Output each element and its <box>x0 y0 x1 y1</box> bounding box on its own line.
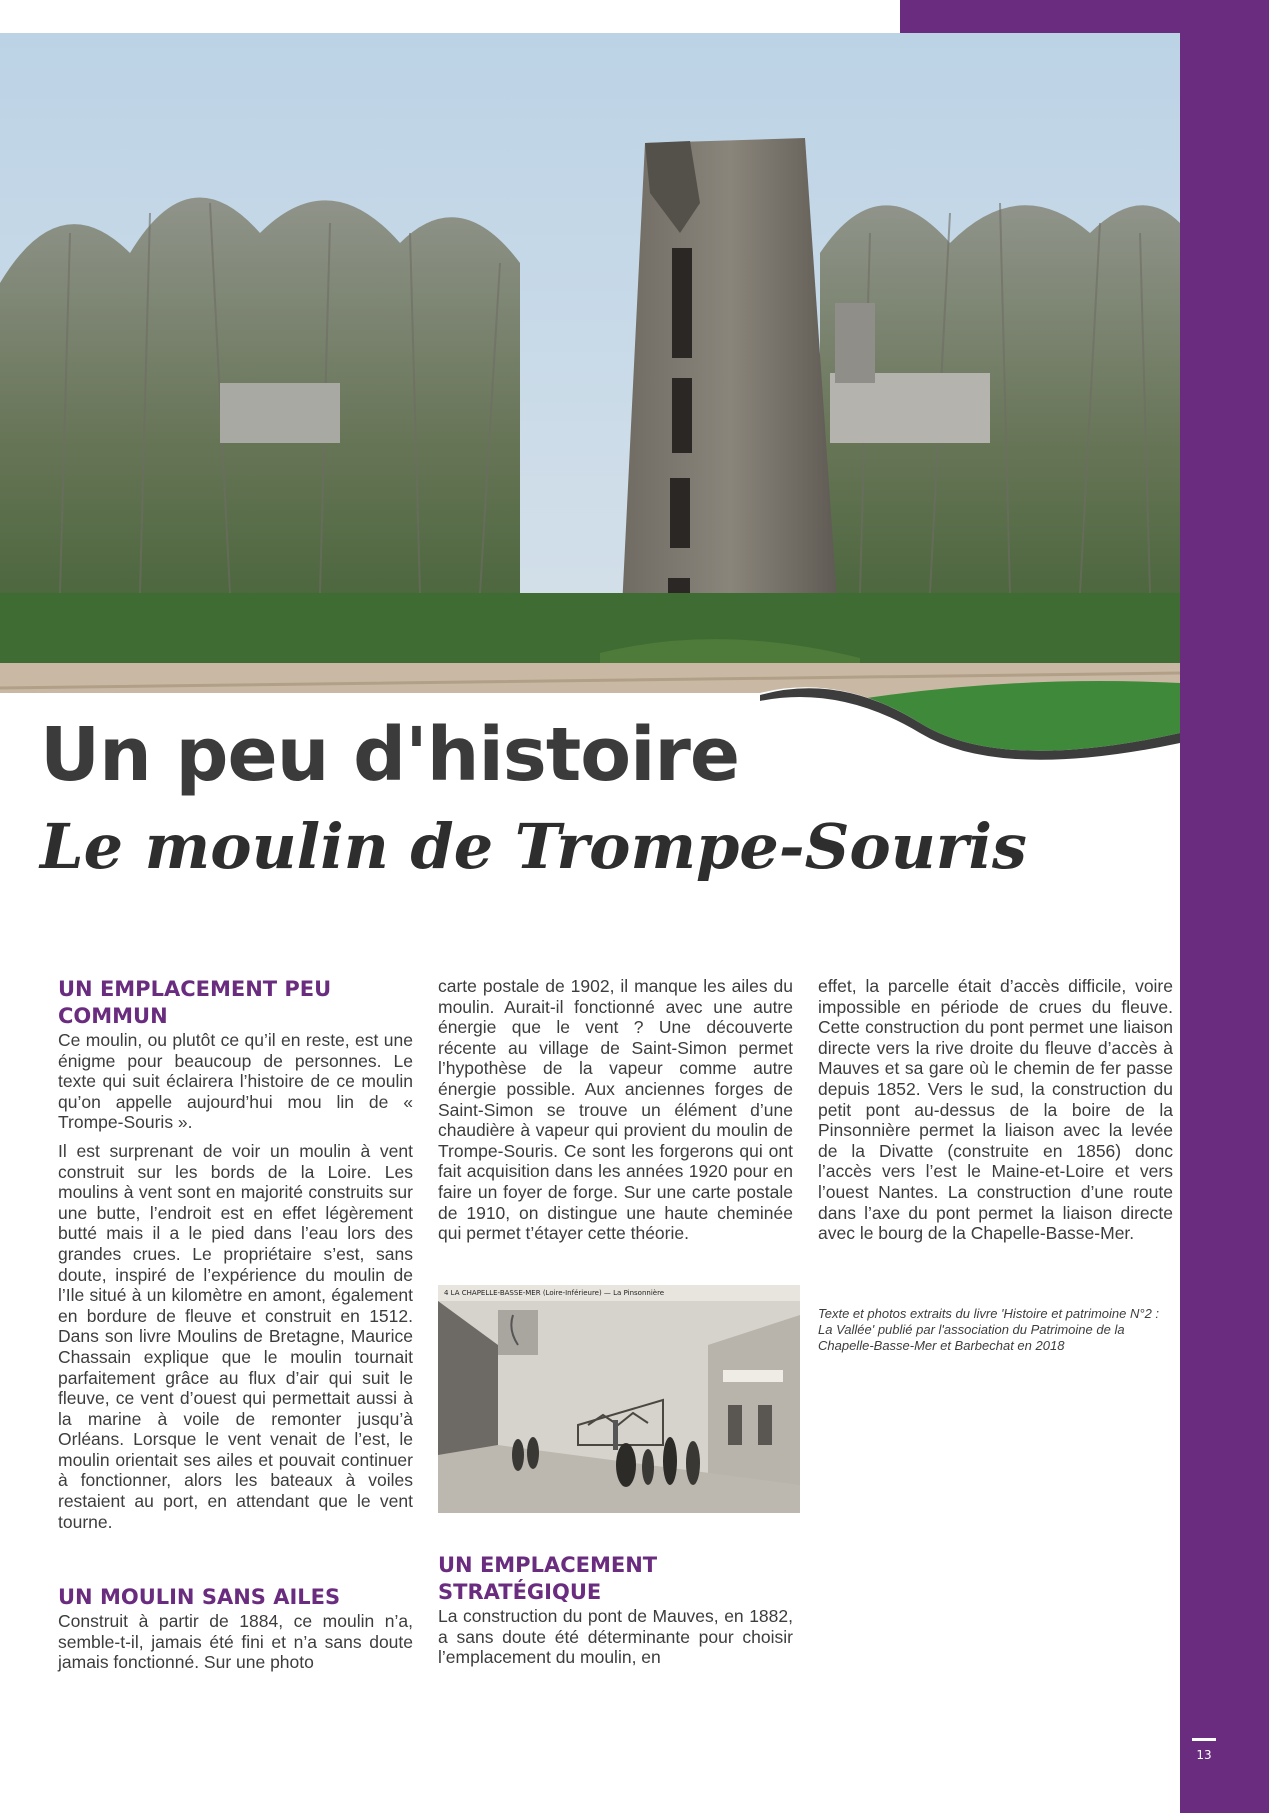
photo-credit: Texte et photos extraits du livre 'Histoire et patrimoine N°2 : La Vallée' publié par l'association du Patrimoine de la Chapelle-Basse-Mer et Barbechat en 2018 <box>818 1306 1160 1353</box>
paragraph: effet, la parcelle était d’accès difficile, voire impossible en période de crues du fleuve. Cette construction du pont permet une liaison directe vers la rive droite du fleuve d’accès à Mauves et sa gare où le chemin de fer passe depuis 1852. Vers le sud, la construction du petit pont au-dessus de la boire de la Pinsonnière permet la liaison avec la levée de la Divatte (construite en 1856) donc l’accès vers l’est le Maine-et-Loire et vers l’ouest Nantes. La construction d’une route dans l’axe du pont permet la liaison directe avec le bourg de la Chapelle-Basse-Mer. <box>818 976 1173 1244</box>
page-subtitle: Le moulin de Trompe-Souris <box>40 810 1027 883</box>
page-number-rule <box>1192 1738 1216 1741</box>
postcard-illustration <box>438 1285 800 1513</box>
tower-photo-illustration <box>0 33 1180 768</box>
column-3 <box>818 976 1173 1252</box>
section-heading-moulin-sans-ailes: UN MOULIN SANS AILES <box>58 1585 341 1610</box>
paragraph: Ce moulin, ou plutôt ce qu’il en reste, est une énigme pour beaucoup de personnes. Le texte qui suit éclairera l’histoire de ce moulin qu’on appelle aujourd’hui mou lin de « Trompe-Souris ». <box>58 1030 413 1133</box>
column-1 <box>58 976 413 1681</box>
postcard-photo <box>438 1285 800 1513</box>
page-title: Un peu d'histoire <box>40 712 740 798</box>
hero-photo <box>0 33 1180 768</box>
column-2-lower <box>438 1552 793 1676</box>
paragraph: Construit à partir de 1884, ce moulin n’a, semble-t-il, jamais été fini et n’a sans doute jamais fonctionné. Sur une photo <box>58 1611 413 1673</box>
top-accent-bar <box>900 0 1180 33</box>
section-heading-emplacement-peu-commun: UN EMPLACEMENT PEU COMMUN <box>58 977 332 1028</box>
paragraph: La construction du pont de Mauves, en 1882, a sans doute été déterminante pour choisir l’emplacement du moulin, en <box>438 1606 793 1668</box>
paragraph: Il est surprenant de voir un moulin à vent construit sur les bords de la Loire. Les moulins à vent sont en majorité construits sur une butte, l’endroit est en effet légèrement butté mais il a le pied dans l’eau lors des grandes crues. Le propriétaire s’est, sans doute, inspiré de l’expérience du moulin de l’Ile situé à un kilomètre en amont, également en bordure de fleuve et construit en 1512. Dans son livre Moulins de Bretagne, Maurice Chassain explique que le moulin tournait parfaitement grâce au flux d’air qui suit le fleuve, ce vent d’ouest qui permettait aussi à la marine à voile de remonter jusqu’à Orléans. Lorsque le vent venait de l’est, le moulin orientait ses ailes et pouvait continuer à fonctionner, alors les bateaux à voiles restaient au port, en attendant que le vent tourne. <box>58 1140 413 1532</box>
section-heading-emplacement-strategique: UN EMPLACEMENT STRATÉGIQUE <box>438 1553 658 1604</box>
paragraph: carte postale de 1902, il manque les ailes du moulin. Aurait-il fonctionné avec une autre énergie que le vent ? Une découverte récente au village de Saint-Simon permet l’hypothèse de la vapeur comme autre énergie possible. Aux anciennes forges de Saint-Simon se trouve un élément d’une chaudière à vapeur qui provient du moulin de Trompe-Souris. Ce sont les forgerons qui ont fait acquisition dans les années 1920 pour en faire un foyer de forge. Sur une carte postale de 1910, on distingue une haute cheminée qui permet t’étayer cette théorie. <box>438 976 793 1244</box>
side-accent-bar <box>1180 0 1269 1813</box>
page-number: 13 <box>1196 1748 1212 1762</box>
column-2 <box>438 976 793 1252</box>
postcard-caption: 4 LA CHAPELLE-BASSE-MER (Loire-Inférieure) — La Pinsonnière <box>444 1289 665 1297</box>
